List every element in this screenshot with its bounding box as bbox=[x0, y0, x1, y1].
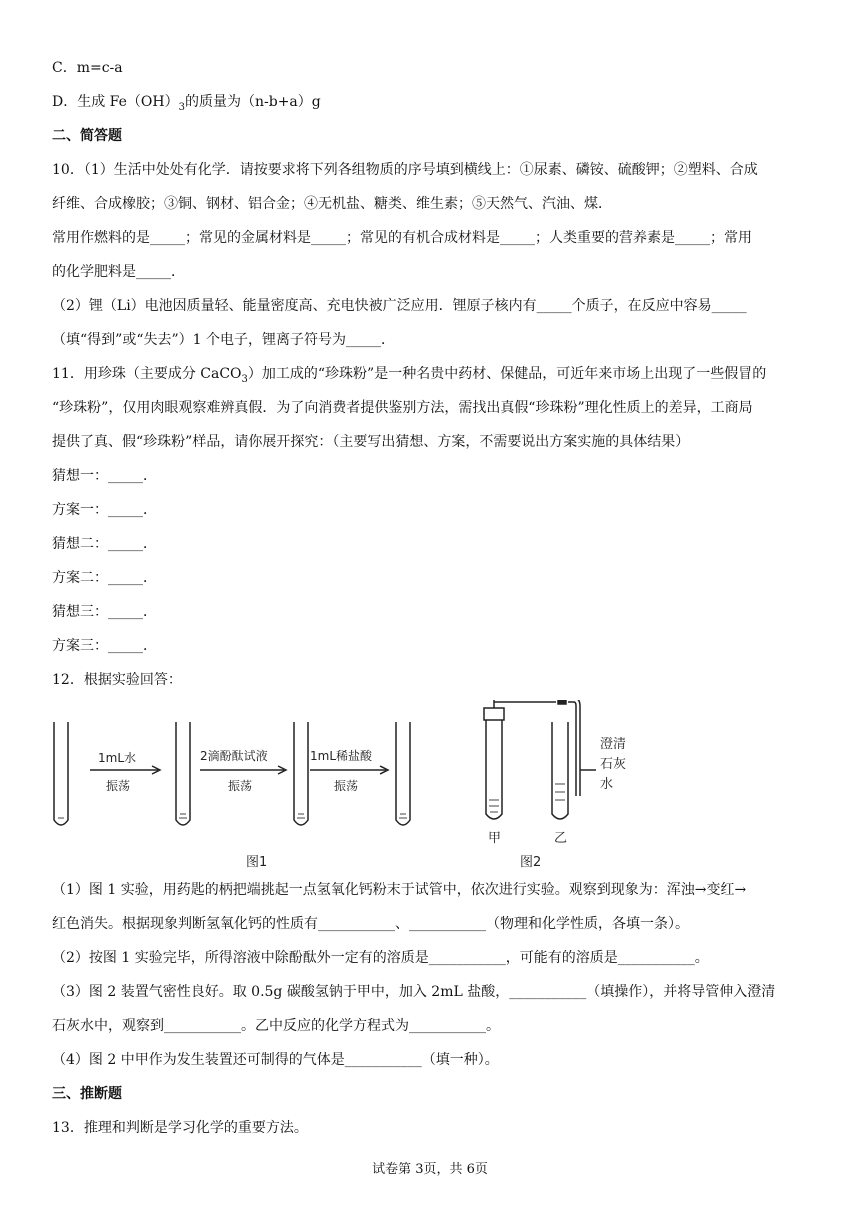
guess-1: 猜想一：_____． bbox=[52, 468, 157, 484]
stopper bbox=[484, 708, 504, 720]
plan-3: 方案三：_____． bbox=[52, 638, 157, 654]
q11-line-3: 提供了真、假“珍珠粉”样品，请你展开探究：（主要写出猜想、方案，不需要说出方案实施的具体结果） bbox=[52, 434, 690, 450]
option-d-subscript: 3 bbox=[178, 101, 185, 113]
limewater-label-3: 水 bbox=[600, 777, 614, 792]
q12-part4: （4）图 2 中甲作为发生装置还可制得的气体是___________（填一种）。 bbox=[52, 1052, 499, 1068]
step2-label: 2滴酚酞试液 bbox=[200, 749, 268, 763]
plan-1: 方案一：_____． bbox=[52, 502, 157, 518]
section-heading-inference: 三、推断题 bbox=[52, 1086, 122, 1102]
option-d bbox=[52, 92, 321, 113]
limewater-label-2: 石灰 bbox=[600, 757, 627, 772]
guess-2: 猜想二：_____． bbox=[52, 536, 157, 552]
tube-yi bbox=[552, 722, 568, 819]
fig2-caption: 图2 bbox=[520, 855, 542, 870]
step2-shake: 振荡 bbox=[228, 779, 253, 793]
label-yi: 乙 bbox=[554, 831, 568, 846]
step1-label: 1mL水 bbox=[98, 751, 137, 765]
test-tube-3 bbox=[294, 722, 308, 825]
q12-part1-line-1: （1）图 1 实验，用药匙的柄把端挑起一点氢氧化钙粉末于试管中，依次进行实验。观察到现象为：浑浊→变红→ bbox=[52, 882, 747, 898]
test-tube-2 bbox=[176, 722, 190, 825]
limewater-label-1: 澄清 bbox=[600, 737, 627, 752]
option-c: C．m=c-a bbox=[52, 60, 123, 76]
q11-line-1 bbox=[52, 364, 766, 385]
q10-line-5: （2）锂（Li）电池因质量轻、能量密度高、充电快被广泛应用．锂原子核内有_____个质子，在反应中容易_____ bbox=[52, 298, 747, 314]
q12-part2: （2）按图 1 实验完毕，所得溶液中除酚酞外一定有的溶质是___________，可能有的溶质是___________。 bbox=[52, 950, 709, 966]
q10-line-1: 10．（1）生活中处处有化学．请按要求将下列各组物质的序号填到横线上：①尿素、磷铵、硫酸钾；②塑料、合成 bbox=[52, 162, 758, 178]
tube-joint bbox=[558, 700, 566, 704]
test-tube-1 bbox=[54, 722, 68, 825]
option-d-text-b: 的质量为（n-b+a）g bbox=[184, 94, 321, 110]
q12-part3-line-1: （3）图 2 装置气密性良好。取 0.5g 碳酸氢钠于甲中，加入 2mL 盐酸，___________（填操作），并将导管伸入澄清 bbox=[52, 984, 776, 1000]
q10-line-6: （填“得到”或“失去”）1 个电子，锂离子符号为_____． bbox=[52, 332, 395, 348]
step3-shake: 振荡 bbox=[334, 779, 359, 793]
q12-part3-line-2: 石灰水中，观察到___________。乙中反应的化学方程式为___________。 bbox=[52, 1018, 500, 1034]
test-tube-4 bbox=[396, 722, 410, 825]
option-d-text-a: D．生成 Fe（OH） bbox=[52, 94, 179, 110]
q11-text-a: 11．用珍珠（主要成分 CaCO bbox=[52, 366, 242, 382]
q11-line-2: “珍珠粉”，仅用肉眼观察难辨真假．为了向消费者提供鉴别方法，需找出真假“珍珠粉”理化性质上的差异，工商局 bbox=[52, 400, 753, 416]
step1-shake: 振荡 bbox=[106, 779, 131, 793]
q13-line-1: 13．推理和判断是学习化学的重要方法。 bbox=[52, 1120, 308, 1136]
guess-3: 猜想三：_____． bbox=[52, 604, 157, 620]
q11-text-b: ）加工成的“珍珠粉”是一种名贵中药材、保健品，可近年来市场上出现了一些假冒的 bbox=[247, 366, 767, 382]
experiment-figure bbox=[40, 700, 800, 880]
section-heading-short-answer: 二、简答题 bbox=[52, 128, 122, 144]
experiment-diagram bbox=[40, 700, 800, 880]
label-jia: 甲 bbox=[488, 831, 502, 846]
tube-jia bbox=[486, 720, 502, 819]
q12-part1-line-2: 红色消失。根据现象判断氢氧化钙的性质有___________、___________（物理和化学性质，各填一条）。 bbox=[52, 916, 689, 932]
plan-2: 方案二：_____． bbox=[52, 570, 157, 586]
q10-line-3: 常用作燃料的是_____；常见的金属材料是_____；常见的有机合成材料是_____；人类重要的营养素是_____；常用 bbox=[52, 230, 752, 246]
q12-title: 12．根据实验回答： bbox=[52, 672, 182, 688]
q10-line-4: 的化学肥料是_____． bbox=[52, 264, 185, 280]
fig1-caption: 图1 bbox=[246, 855, 268, 870]
step3-label: 1mL稀盐酸 bbox=[310, 749, 373, 763]
page-footer: 试卷第 3页，共 6页 bbox=[372, 1162, 488, 1177]
q10-line-2: 纤维、合成橡胶；③铜、钢材、铝合金；④无机盐、糖类、维生素；⑤天然气、汽油、煤． bbox=[52, 196, 612, 212]
delivery-tube bbox=[564, 700, 580, 796]
q11-subscript: 3 bbox=[241, 373, 248, 385]
